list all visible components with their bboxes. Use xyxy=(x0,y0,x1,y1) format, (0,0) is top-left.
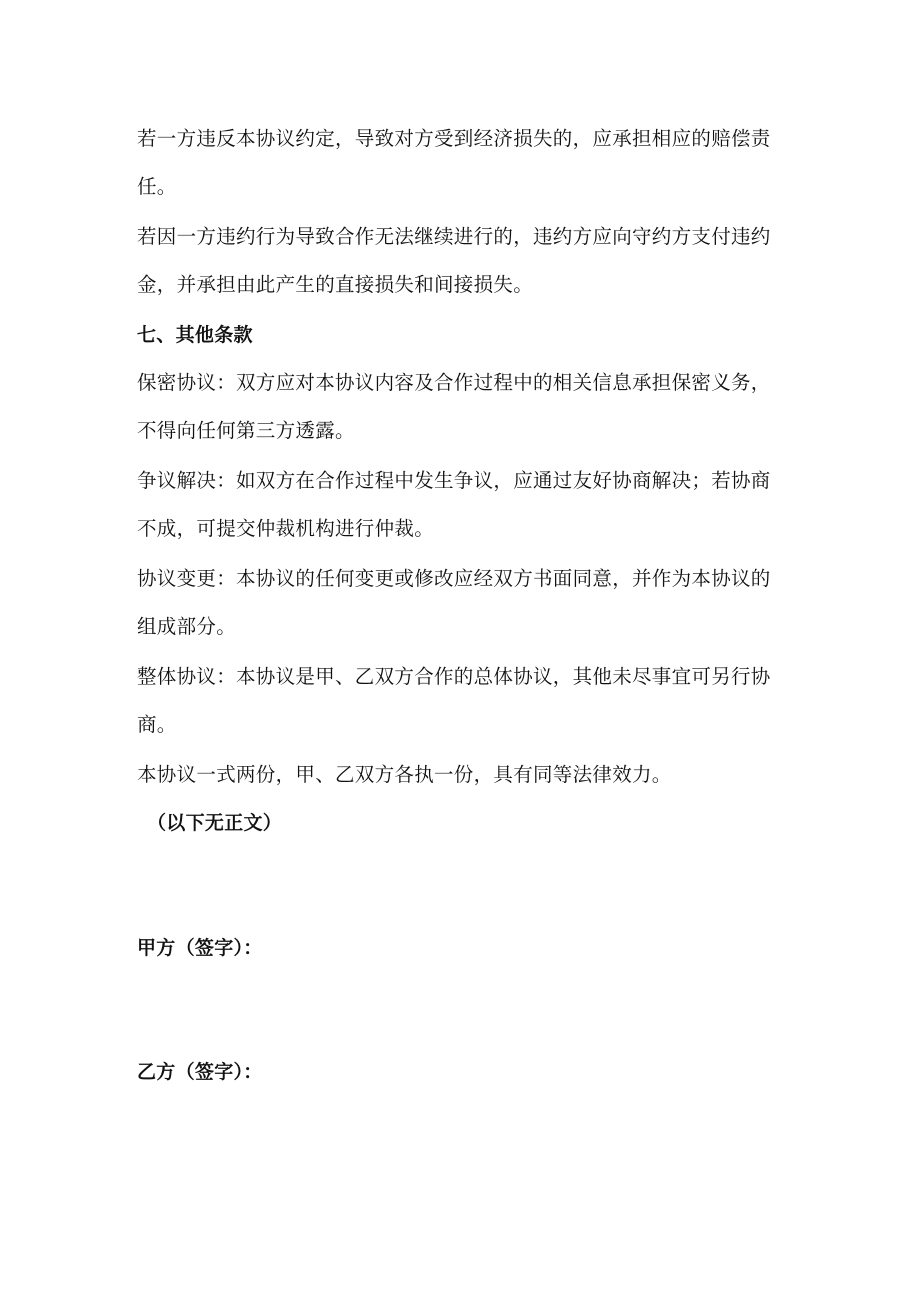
party-b-signature-label: 乙方（签字）： xyxy=(137,1061,263,1083)
end-of-text-note: （以下无正文） xyxy=(147,812,283,834)
clause-dispute-resolution: 争议解决：如双方在合作过程中发生争议，应通过友好协商解决；若协商不成，可提交仲裁机构进行仲裁。 xyxy=(137,469,771,540)
party-a-signature-label: 甲方（签字）： xyxy=(137,937,263,959)
section-heading-other-terms: 七、其他条款 xyxy=(137,324,253,346)
clause-confidentiality: 保密协议：双方应对本协议内容及合作过程中的相关信息承担保密义务，不得向任何第三方透露。 xyxy=(137,371,771,442)
liability-paragraph-1: 若一方违反本协议约定，导致对方受到经济损失的，应承担相应的赔偿责任。 xyxy=(137,127,771,198)
clause-copies: 本协议一式两份，甲、乙双方各执一份，具有同等法律效力。 xyxy=(137,763,672,786)
clause-amendment: 协议变更：本协议的任何变更或修改应经双方书面同意，并作为本协议的组成部分。 xyxy=(137,567,771,638)
liability-paragraph-2: 若因一方违约行为导致合作无法继续进行的，违约方应向守约方支付违约金，并承担由此产生的直接损失和间接损失。 xyxy=(137,225,771,296)
clause-entire-agreement: 整体协议：本协议是甲、乙双方合作的总体协议，其他未尽事宜可另行协商。 xyxy=(137,665,771,736)
